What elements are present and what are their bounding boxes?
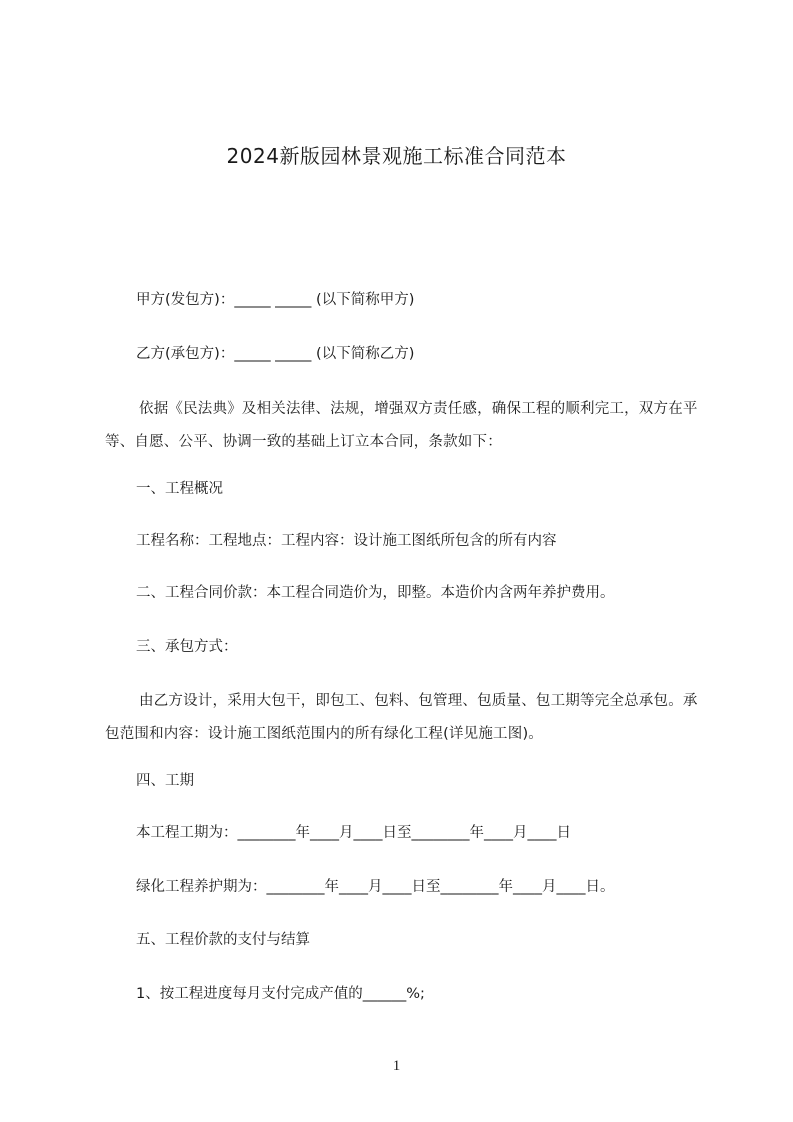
section-3-heading: 三、承包方式： [136,639,238,655]
section-3-body: 由乙方设计，采用大包干，即包工、包料、包管理、包质量、包工期等完全总承包。承包范围和内容：设计施工图纸范围内的所有绿化工程(详见施工图)。 [105,693,698,742]
page-number: 1 [392,1058,401,1074]
section-1-heading: 一、工程概况 [136,481,223,497]
preamble-paragraph: 依据《民法典》及相关法律、法规，增强双方责任感，确保工程的顺利完工，双方在平等、自愿、公平、协调一致的基础上订立本合同，条款如下： [105,401,698,450]
section-2-text: 二、工程合同价款：本工程合同造价为，即整。本造价内含两年养护费用。 [136,585,615,601]
party-b-line: 乙方(承包方)：_____ _____ (以下简称乙方) [136,346,415,362]
maintenance-period-line: 绿化工程养护期为：________年____月____日至________年____月____日。 [136,879,615,895]
document-title: 2024新版园林景观施工标准合同范本 [226,144,567,168]
payment-item-1: 1、按工程进度每月支付完成产值的______%; [136,986,425,1002]
construction-period-line: 本工程工期为：________年____月____日至________年____月____日 [136,825,571,841]
party-a-line: 甲方(发包方)：_____ _____ (以下简称甲方) [136,292,415,308]
section-1-body: 工程名称：工程地点：工程内容：设计施工图纸所包含的所有内容 [136,533,557,549]
section-5-heading: 五、工程价款的支付与结算 [136,932,310,948]
section-4-heading: 四、工期 [136,773,194,789]
